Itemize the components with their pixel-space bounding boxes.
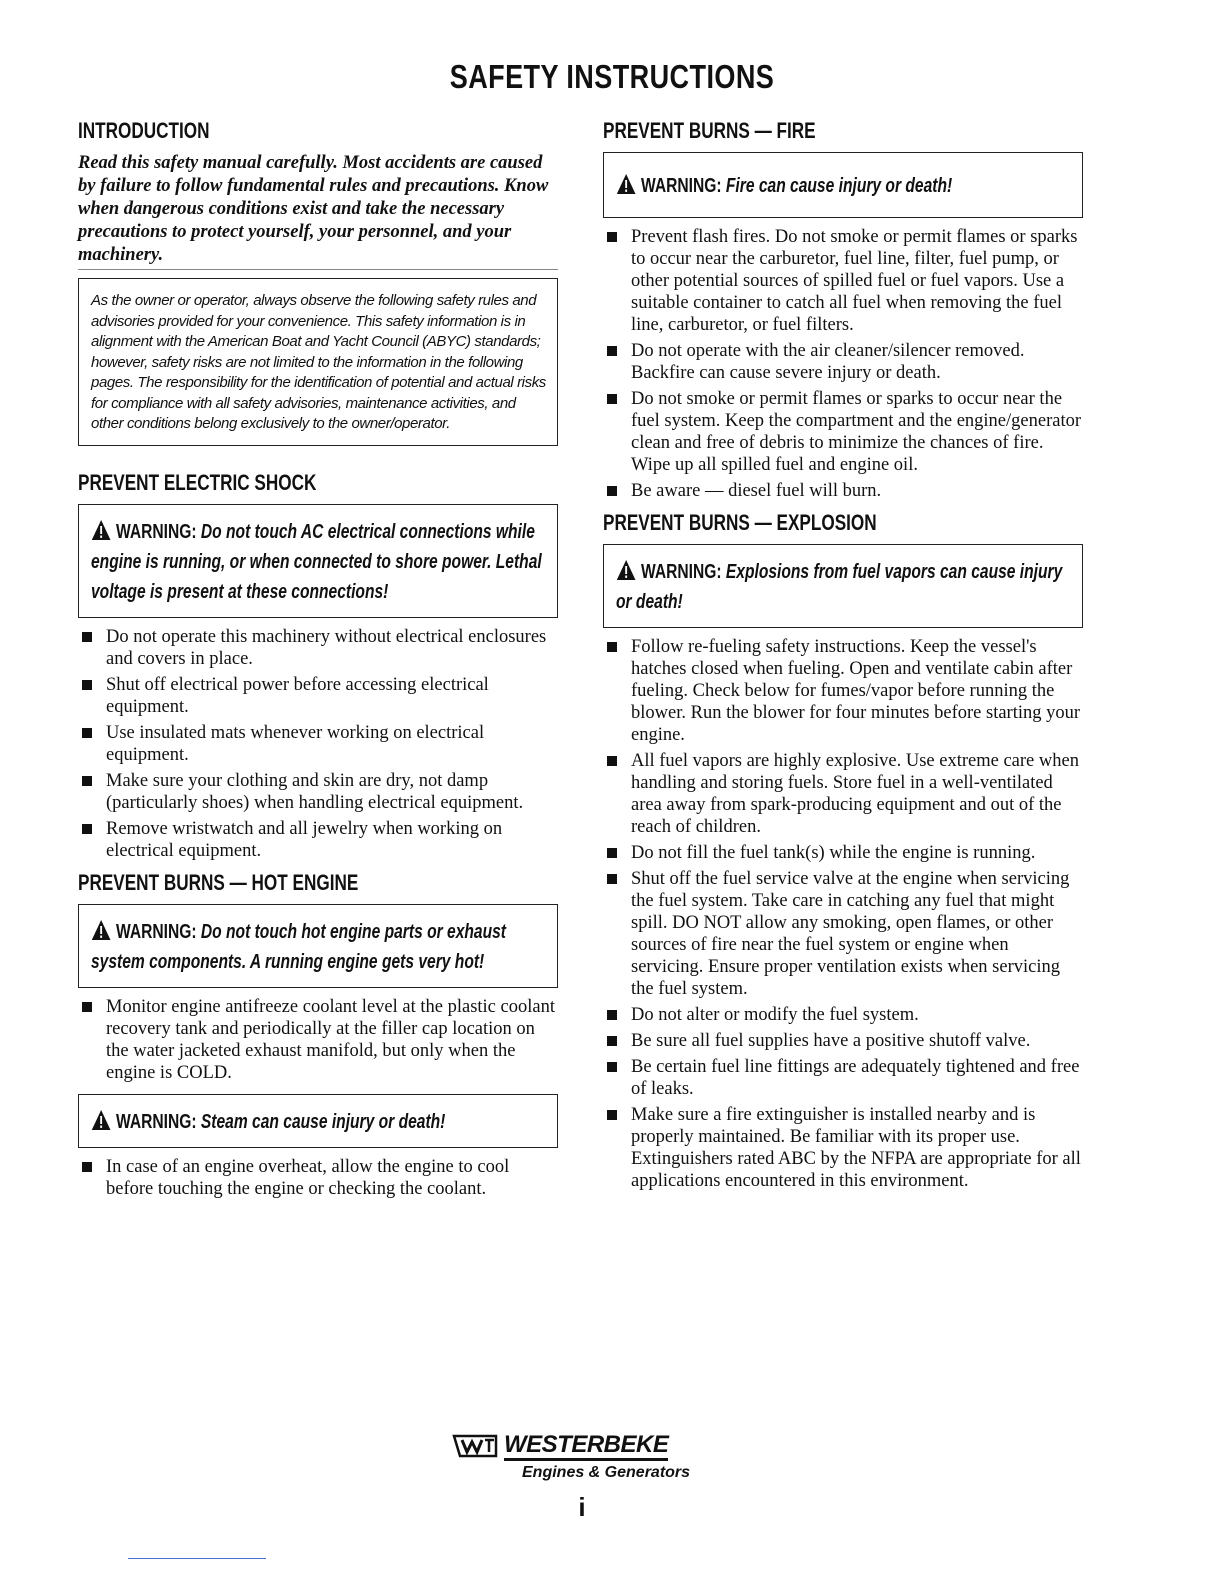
list-item: Be sure all fuel supplies have a positive shutoff valve. xyxy=(603,1030,1083,1052)
list-item: Be aware — diesel fuel will burn. xyxy=(603,480,1083,502)
warning-label: WARNING: xyxy=(115,920,197,943)
warning-triangle-icon xyxy=(91,1109,111,1131)
electric-warning-box xyxy=(78,504,558,618)
westerbeke-logo-icon xyxy=(452,1434,498,1458)
warning-label: WARNING: xyxy=(115,520,197,543)
warning-triangle-icon xyxy=(91,919,111,941)
introduction-heading: INTRODUCTION xyxy=(78,118,210,143)
fire-warning-box xyxy=(603,152,1083,218)
warning-text: Do not touch AC electrical connections while engine is running, or when connected to shore power. Lethal voltage is present at these connections! xyxy=(91,520,542,603)
page-title: SAFETY INSTRUCTIONS xyxy=(449,58,775,95)
list-item: Remove wristwatch and all jewelry when working on electrical equipment. xyxy=(78,818,558,862)
brand-tagline: Engines & Generators xyxy=(522,1464,691,1481)
explosion-heading: PREVENT BURNS — EXPLOSION xyxy=(603,510,877,535)
list-item: Do not smoke or permit flames or sparks to occur near the fuel system. Keep the compartment and the engine/generator clean and free of debris to minimize the chances of fire. Wipe up all spilled fuel and engine oil. xyxy=(603,388,1083,476)
fire-list xyxy=(603,226,1083,502)
footer-rule xyxy=(128,1558,266,1559)
steam-list xyxy=(78,1156,558,1200)
list-item: Monitor engine antifreeze coolant level at the plastic coolant recovery tank and periodically at the filler cap location on the water jacketed exhaust manifold, but only when the engine is COLD. xyxy=(78,996,558,1084)
page-number: i xyxy=(578,1492,586,1522)
brand-name: WESTERBEKE xyxy=(504,1432,668,1461)
list-item: Be certain fuel line fittings are adequately tightened and free of leaks. xyxy=(603,1056,1083,1100)
westerbeke-logo xyxy=(452,1432,722,1492)
warning-label: WARNING: xyxy=(115,1110,197,1133)
owner-note-text: As the owner or operator, always observe the following safety rules and advisories provided for your convenience. This safety information is in alignment with the American Boat and Yacht Council (ABYC) standards; however, safety risks are not limited to the information in the following pages. The responsibility for the identification of potential and actual risks for compliance with all safety advisories, maintenance activities, and other conditions belong exclusively to the owner/operator. xyxy=(91,292,546,432)
list-item: Do not alter or modify the fuel system. xyxy=(603,1004,1083,1026)
list-item: Use insulated mats whenever working on electrical equipment. xyxy=(78,722,558,766)
hot-engine-warning-box xyxy=(78,904,558,988)
list-item: Shut off the fuel service valve at the engine when servicing the fuel system. Take care in catching any fuel that might spill. DO NOT allow any smoking, open flames, or other sources of fire near the fuel system or engine when servicing. Ensure proper ventilation exists when servicing the fuel system. xyxy=(603,868,1083,1000)
warning-label: WARNING: xyxy=(640,175,722,197)
hot-engine-list xyxy=(78,996,558,1084)
warning-text: Fire can cause injury or death! xyxy=(725,175,953,197)
introduction-text: Read this safety manual carefully. Most accidents are caused by failure to follow fundamental rules and precautions. Know when dangerous conditions exist and take the necessary precautions to protect yourself, your personnel, and your machinery. xyxy=(78,152,558,270)
owner-note-box xyxy=(78,278,558,446)
list-item: Make sure a fire extinguisher is installed nearby and is properly maintained. Be familiar with its proper use. Extinguishers rated ABC by the NFPA are appropriate for all applications encountered in this environment. xyxy=(603,1104,1083,1192)
left-column xyxy=(78,118,558,1208)
list-item: Follow re-fueling safety instructions. Keep the vessel's hatches closed when fueling. Open and ventilate cabin after fueling. Check below for fumes/vapor before running the blower. Run the blower for four minutes before starting your engine. xyxy=(603,636,1083,746)
explosion-warning-box xyxy=(603,544,1083,628)
list-item: In case of an engine overheat, allow the engine to cool before touching the engine or checking the coolant. xyxy=(78,1156,558,1200)
list-item: Do not operate with the air cleaner/silencer removed. Backfire can cause severe injury or death. xyxy=(603,340,1083,384)
right-column xyxy=(603,118,1083,1200)
list-item: Make sure your clothing and skin are dry, not damp (particularly shoes) when handling electrical equipment. xyxy=(78,770,558,814)
warning-text: Do not touch hot engine parts or exhaust system components. A running engine gets very hot! xyxy=(91,920,506,973)
list-item: Prevent flash fires. Do not smoke or permit flames or sparks to occur near the carburetor, fuel line, filter, fuel pump, or other potential sources of spilled fuel or fuel vapors. Use a suitable container to catch all fuel when removing the fuel line, carburetor, or fuel filters. xyxy=(603,226,1083,336)
warning-text: Steam can cause injury or death! xyxy=(200,1110,446,1133)
explosion-list xyxy=(603,636,1083,1192)
warning-triangle-icon xyxy=(616,173,636,195)
warning-label: WARNING: xyxy=(640,561,722,583)
list-item: Do not operate this machinery without electrical enclosures and covers in place. xyxy=(78,626,558,670)
warning-text: Explosions from fuel vapors can cause injury or death! xyxy=(616,561,1063,613)
list-item: All fuel vapors are highly explosive. Use extreme care when handling and storing fuels. Store fuel in a well-ventilated area away from spark-producing equipment and out of the reach of children. xyxy=(603,750,1083,838)
warning-triangle-icon xyxy=(616,559,636,581)
warning-triangle-icon xyxy=(91,519,111,541)
steam-warning-box xyxy=(78,1094,558,1148)
electric-shock-heading: PREVENT ELECTRIC SHOCK xyxy=(78,469,317,495)
list-item: Do not fill the fuel tank(s) while the engine is running. xyxy=(603,842,1083,864)
list-item: Shut off electrical power before accessing electrical equipment. xyxy=(78,674,558,718)
hot-engine-heading: PREVENT BURNS — HOT ENGINE xyxy=(78,869,359,895)
electric-list xyxy=(78,626,558,862)
fire-heading: PREVENT BURNS — FIRE xyxy=(603,118,816,143)
